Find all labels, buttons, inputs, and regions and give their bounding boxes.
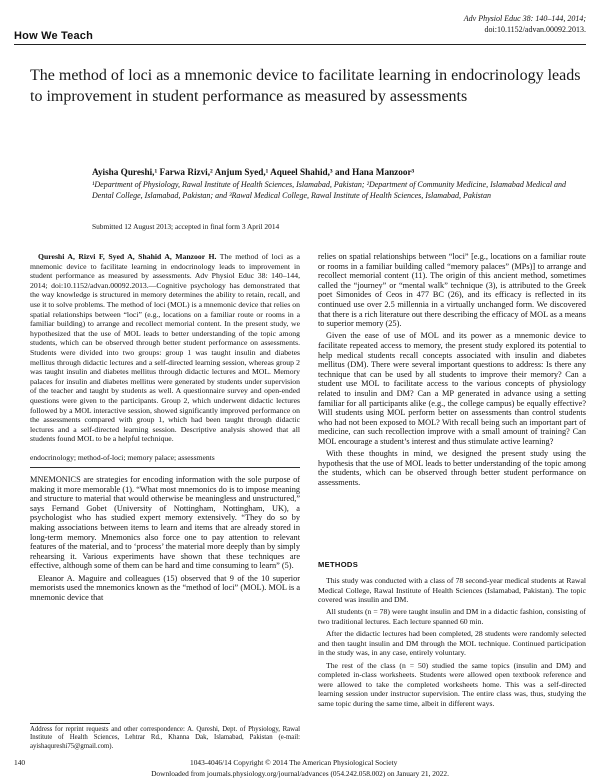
footnote-rule (30, 723, 110, 724)
body-paragraph: Eleanor A. Maguire and colleagues (15) observed that 9 of the 10 superior memorists used the mnemonics known as the “method of loci” (MOL). MOL is a mnemonic device that (30, 573, 300, 602)
keywords-rule (30, 467, 300, 468)
journal-line-2: doi:10.1152/advan.00092.2013. (484, 24, 586, 34)
header-rule (14, 44, 586, 45)
methods-paragraph: After the didactic lectures had been completed, 28 students were randomly selected and then taught insulin and DM through the MOL technique. Continued participation in the study was, in any case, entirely voluntary. (318, 629, 586, 658)
methods-section (318, 576, 586, 711)
article-title: The method of loci as a mnemonic device to facilitate learning in endocrinology leads to improvement in student performance as measured by assessments (30, 67, 581, 105)
page-number: 140 (14, 758, 26, 767)
keywords: endocrinology; method-of-loci; memory palace; assessments (30, 453, 215, 462)
intro-right-column (318, 252, 586, 490)
journal-line-1: Adv Physiol Educ 38: 140–144, 2014; (463, 14, 586, 23)
abstract-citation-lead: Qureshi A, Rizvi F, Syed A, Shahid A, Manzoor H. (38, 252, 217, 261)
intro-left-column (30, 475, 300, 605)
journal-citation (464, 14, 586, 35)
submission-dates: Submitted 12 August 2013; accepted in final form 3 April 2014 (92, 222, 280, 231)
body-paragraph: Given the ease of use of MOL and its power as a mnemonic device to facilitate repeated access to memory, the present study explored its potential to help medical students recall concepts associated with insulin and diabetes mellitus (DM). There were several important questions to address: Is there any technique that can be used by all students to improve their memory? Can a student use MOL to facilitate access to the various concepts of physiology related to insulin and DM? Can a MP generated in advance using a setting familiar for all participants alike (e.g., the college campus) be equally effective? Will students using MOL perform better on assessments than control students who had not been exposed to MOL? With recall being such an important part of medicine, can such recollection improve with a small amount of training? Can MOL encourage a student’s interest and thus stimulate active learning? (318, 331, 586, 446)
abstract-body: The method of loci as a mnemonic device to facilitate learning in endocrinology leads to improvement in student performance as measured by assessments. Adv Physiol Educ 38: 140–144, 2014; doi:10.1152/advan.00092.2013.—Cognitive psychology has demonstrated that the way knowledge is structured in memory determines the ability to retain, recall, and use it to solve problems. The method of loci (MOL) is a mnemonic device that relies on spatial relationships between “loci” (e.g., locations on a familiar route or rooms in a familiar building) to arrange and recollect memorial content. In the present study, we hypothesized that the use of MOL leads to better understanding of the topic among students, which can be observed through better student performance on assessments. Students were divided into two groups: group 1 was taught insulin and diabetes mellitus through didactic lectures and a self-directed learning session, whereas group 2 was taught insulin and diabetes mellitus through didactic lectures and MOL. Memory palaces for insulin and diabetes mellitus were generated by students under supervision of the teacher and taught by students as well. A questionnaire survey and open-ended questions were given to the participants. Group 2, which underwent didactic lectures followed by a MOL interactive session, showed significantly improved performance on the assessments compared with group 1, which had been taught through didactic lectures and a self-directed learning session. Descriptive analysis showed that all students found MOL to be a helpful technique. (30, 252, 300, 444)
affiliations: ¹Department of Physiology, Rawal Institute of Health Sciences, Islamabad, Pakistan; ²Department of Community Medicine, Islamabad Medical and Dental College, Islamabad, Pakistan; and ³Rawal Medical College, Rawal Institute of Health Sciences, Islamabad, Pakistan (92, 180, 567, 200)
body-paragraph: relies on spatial relationships between “loci” [e.g., locations on a familiar route or rooms in a familiar building called “memory palaces” (MPs)] to arrange and recollect memorial content (11). The origin of this ancient method, sometimes called the “journey” or “mental walk” technique (3), is attributed to the Greek poet Simonides of Ceos in 477 BC (26), and its efficacy is reflected in its continued use over 2.5 millennia in a virtually unchanged form. We discovered that there is a rich literature out there describing the efficacy of MOL as a means to superior memory (25). (318, 252, 586, 329)
copyright-line: 1043-4046/14 Copyright © 2014 The American Physiological Society (190, 758, 398, 767)
methods-paragraph: All students (n = 78) were taught insulin and DM in a didactic fashion, consisting of two traditional lectures. Each lecture spanned 60 min. (318, 607, 586, 626)
download-notice: Downloaded from journals.physiology.org/journal/advances (054.242.058.002) on January 21, 2022. (151, 769, 449, 778)
body-paragraph: With these thoughts in mind, we designed the present study using the hypothesis that the use of MOL leads to better understanding of the topic among the students, which can be observed through better student performance on assessments. (318, 449, 586, 487)
abstract (30, 252, 300, 446)
section-label: How We Teach (14, 30, 94, 42)
methods-paragraph: The rest of the class (n = 50) studied the same topics (insulin and DM) and completed in-class worksheets. Students were allowed open textbook reference and were allowed to take the completed worksheets home. This was a self-directed learning session under instructor supervision. The entire class was, thus, studying the same topic during the same time, albeit in different ways. (318, 660, 586, 708)
methods-paragraph: This study was conducted with a class of 78 second-year medical students at Rawal Medical College, Rawal Institute of Health Sciences (Islamabad, Pakistan). The topic covered was insulin and DM. (318, 576, 586, 605)
author-list: Ayisha Qureshi,¹ Farwa Rizvi,² Anjum Syed,¹ Aqueel Shahid,³ and Hana Manzoor³ (92, 167, 415, 177)
methods-heading: METHODS (318, 560, 359, 569)
body-paragraph: MNEMONICS are strategies for encoding information with the sole purpose of making it more memorable (1). “What most mnemonics do is to impose meaning and structure to material that would otherwise be meaningless and unstructured,” says Fernand Gobet (University of Nottingham, Nottingham, UK), a psychologist who has studied expert memory extensively. “They do so by making associations between items to learn and items that are already stored in long-term memory. Mnemonics also force one to pay attention to relevant features of the material, and to ‘process’ the material more deeply than by simply rehearsing it. Various experiments have shown that these techniques are effective, although some of them can be hard and time consuming to learn” (5). (30, 475, 300, 571)
correspondence-address: Address for reprint requests and other correspondence: A. Qureshi, Dept. of Physiology, Rawal Institute of Health Sciences, Lehtrar Rd., Khanna Dak, Islamabad, Pakistan (e-mail: ayishaqureshi75@gmail.com). (30, 726, 300, 750)
